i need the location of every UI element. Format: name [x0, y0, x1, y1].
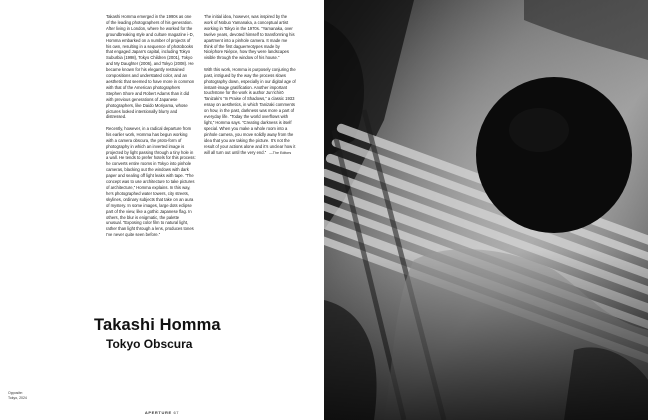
magazine-name: APERTURE	[144, 410, 172, 415]
text-column-1	[106, 14, 196, 244]
caption-line: Opposite:	[8, 391, 23, 395]
caption-line: Tokyo, 2024	[8, 395, 27, 400]
paragraph: Takashi Homma emerged in the 1990s as one of the leading photographers of his generation. After living in London, where he worked for the groundbreaking style and culture magazine i-D, Homma embarked on a number of projects of his own, resulting in a sequence of photobooks that engaged Japan's capital, including Tokyo Suburbia (1998), Tokyo Children (2001), Tokyo and My Daughter (2006), and Tokyo (2008). He became known for his elegantly restrained compositions and understated color, and an aesthetic that seemed to have more in common with that of the American photographers Stephen Shore and Robert Adams than it did with previous generations of Japanese photographers, like Daido Moriyama, whose pictures looked intentionally blurry and distressed.	[106, 14, 195, 120]
dark-circle-shape	[476, 77, 632, 233]
article-title: Takashi Homma	[94, 316, 221, 334]
text-column-2	[204, 14, 296, 162]
paragraph-text: With this work, Homma is purposely conjuring the past, intrigued by the way the process slows photography down, especially in our digital age of instant-image gratification. Another important touchstone for the work is author Jun’ichirō Tanizaki’s “In Praise of Shadows,” a classic 1933 essay on aesthetics, in which Tanizaki comments on how, in the past, darkness was more a part of everyday life. “Today the world overflows with light,” Homma says. “Creating darkness is itself special. When you make a whole room into a pinhole camera, you move solidly away from the idea that you are taking the picture. It’s not the result of your actions alone and it’s unclear how it will all turn out until the very end.”	[204, 66, 296, 155]
paragraph: The initial idea, however, was inspired by the work of Nobuo Yamanaka, a conceptual artist working in Tokyo in the 1970s. “Yamanaka, over twelve years, devoted himself to transforming his apartment into a pinhole camera. It made me think of the first daguerreotypes made by Nicéphore Niépce, how they were landscapes visible through the window of his house.”	[204, 14, 295, 61]
camera-obscura-photograph	[324, 0, 648, 420]
title-block	[94, 315, 294, 351]
editors-credit: —The Editors	[269, 150, 292, 155]
paragraph	[204, 67, 296, 157]
article-subtitle: Tokyo Obscura	[106, 337, 193, 351]
page-number: 67	[173, 410, 180, 415]
photo-caption	[8, 391, 27, 400]
folio	[0, 410, 324, 415]
photo-image	[324, 0, 648, 420]
paragraph: Recently, however, in a radical departure from his earlier work, Homma has begun working with a camera obscura, the proto-form of photography in which an inverted image is projected by light passing through a tiny hole in a wall. He tends to prefer hotels for this process: he converts entire rooms in Tokyo into pinhole cameras, blacking out the windows with dark paper and sealing off light leaks with tape. “The concept was to use architecture to take pictures of architecture,” Homma explains. In this way, he's photographed water towers, city streets, skylines, ordinary subjects that take on an aura of mystery. In some images, large dots eclipse part of the view, like a gothic Japanese flag. In others, the blur is enigmatic, the palette unusual. “Exposing color film to natural light, rather than light through a lens, produces tones I've never quite seen before.”	[106, 125, 196, 238]
